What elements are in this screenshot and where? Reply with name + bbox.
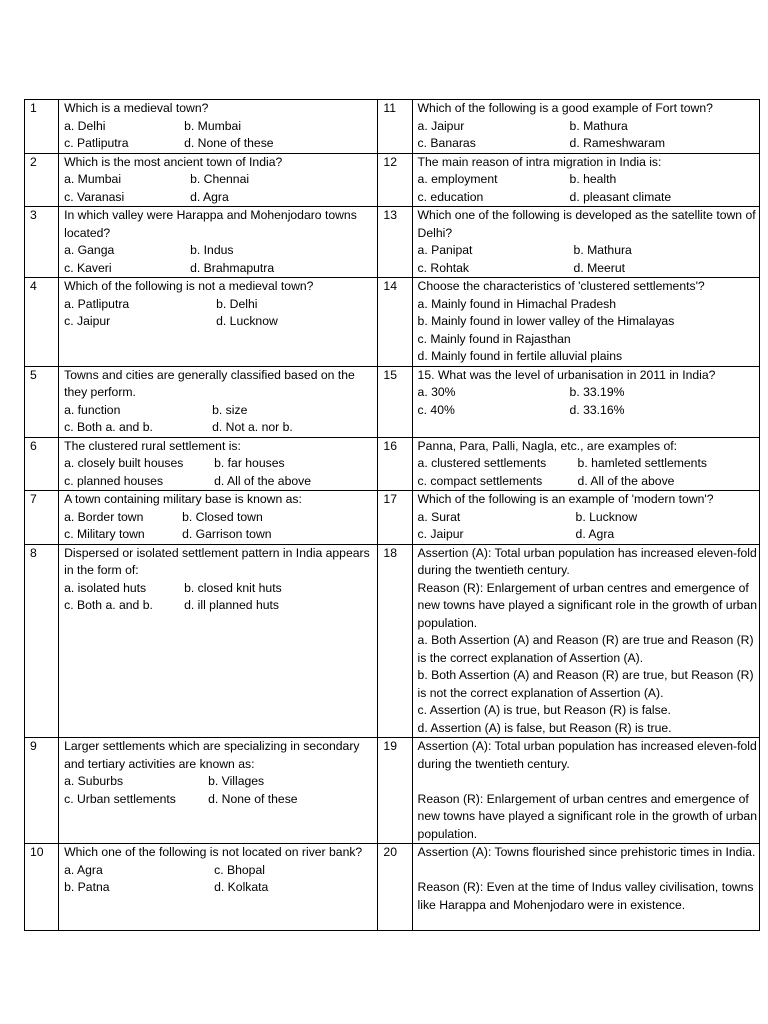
option: c. education xyxy=(417,189,484,204)
question-cell-14 xyxy=(412,278,759,367)
option: c. Jaipur xyxy=(64,314,111,328)
option-line xyxy=(418,862,757,880)
option: a. Surat xyxy=(417,509,461,524)
option-row xyxy=(64,242,375,260)
question-text: Assertion (A): Towns flourished since prehistoric times in India. xyxy=(417,845,756,859)
option: d. All of the above xyxy=(577,473,675,488)
option: a. Border town xyxy=(64,509,144,524)
question-cell-17 xyxy=(412,491,759,545)
option-row xyxy=(418,118,757,136)
table-row xyxy=(25,738,760,844)
option: c. planned houses xyxy=(64,473,164,488)
question-text: 15. What was the level of urbanisation in 2011 in India? xyxy=(417,367,716,382)
option: c. Patliputra xyxy=(64,136,129,150)
option: d. pleasant climate xyxy=(569,189,672,204)
question-text: In which valley were Harappa and Mohenjodaro towns located? xyxy=(64,208,357,240)
question-number: 1 xyxy=(25,100,59,154)
question-cell-13 xyxy=(412,207,759,278)
option: d. Meerut xyxy=(573,260,626,275)
question-text: Which is the most ancient town of India? xyxy=(64,154,283,169)
option-row xyxy=(64,791,375,809)
option: c. Military town xyxy=(64,527,145,541)
option: d. Kolkata xyxy=(214,880,269,894)
option: b. Patna xyxy=(64,880,110,894)
question-number: 15 xyxy=(378,366,412,437)
question-cell-7 xyxy=(59,491,378,545)
question-text: Which is a medieval town? xyxy=(64,101,209,115)
option: c. Rohtak xyxy=(417,260,470,275)
question-cell-12 xyxy=(412,153,759,207)
option: c. Jaipur xyxy=(417,527,464,541)
option: b. Indus xyxy=(190,243,234,257)
option: d. Rameshwaram xyxy=(569,136,666,150)
option-row xyxy=(64,509,375,527)
option-row xyxy=(64,597,375,615)
question-number: 2 xyxy=(25,153,59,207)
question-text: Which of the following is a good example of Fort town? xyxy=(417,101,713,115)
option: b. Delhi xyxy=(216,296,258,311)
question-number: 4 xyxy=(25,278,59,367)
question-cell-19 xyxy=(412,738,759,844)
option-row xyxy=(64,135,375,153)
question-text: Choose the characteristics of 'clustered settlements'? xyxy=(417,279,705,293)
option: d. Agra xyxy=(575,527,615,541)
question-number: 16 xyxy=(378,437,412,491)
table-row xyxy=(25,366,760,437)
option: b. Mathura xyxy=(573,243,632,257)
option: c. Both a. and b. xyxy=(64,420,153,434)
question-number: 19 xyxy=(378,738,412,844)
question-number: 20 xyxy=(378,844,412,931)
option: a. 30% xyxy=(417,385,456,399)
option-row xyxy=(418,260,757,278)
option: c. Varanasi xyxy=(64,189,125,204)
option: a. Patliputra xyxy=(64,296,130,311)
option-row xyxy=(64,455,375,473)
option: a. closely built houses xyxy=(64,456,184,470)
question-cell-5 xyxy=(59,366,378,437)
option: b. Closed town xyxy=(182,509,263,524)
table-row xyxy=(25,153,760,207)
option: c. compact settlements xyxy=(417,473,543,488)
table-row xyxy=(25,491,760,545)
question-cell-6 xyxy=(59,437,378,491)
option: b. closed knit huts xyxy=(184,580,282,595)
option: d. None of these xyxy=(208,791,298,806)
question-text: Assertion (A): Total urban population has increased eleven-fold during the twentieth century. xyxy=(417,739,757,771)
option: c. Kaveri xyxy=(64,260,112,275)
option: d. 33.16% xyxy=(569,402,625,417)
option: c. Urban settlements xyxy=(64,791,176,806)
question-text: Dispersed or isolated settlement pattern in India appears in the form of: xyxy=(64,545,370,577)
option: d. ill planned huts xyxy=(184,598,279,612)
question-text: Which one of the following is not located on river bank? xyxy=(64,845,363,859)
option: a. Suburbs xyxy=(64,774,124,788)
option: d. All of the above xyxy=(214,473,312,488)
option-row xyxy=(418,135,757,153)
question-number: 17 xyxy=(378,491,412,545)
question-number: 9 xyxy=(25,738,59,844)
option-row xyxy=(64,580,375,598)
question-cell-1 xyxy=(59,100,378,154)
option-line: b. Mainly found in lower valley of the Himalayas xyxy=(417,314,675,328)
question-text: The main reason of intra migration in India is: xyxy=(417,154,662,169)
option-row xyxy=(64,473,375,491)
table-row xyxy=(25,100,760,154)
option: b. Mumbai xyxy=(184,118,242,133)
option-line xyxy=(418,773,757,791)
option-row xyxy=(418,189,757,207)
option: c. Banaras xyxy=(417,136,476,150)
option: b. far houses xyxy=(214,456,285,470)
option-row xyxy=(64,526,375,544)
question-cell-16 xyxy=(412,437,759,491)
question-number: 14 xyxy=(378,278,412,367)
question-cell-10 xyxy=(59,844,378,931)
option-line: c. Assertion (A) is true, but Reason (R) is false. xyxy=(417,703,671,717)
option: a. Ganga xyxy=(64,243,115,257)
question-cell-3 xyxy=(59,207,378,278)
option-row xyxy=(64,313,375,331)
option: d. Garrison town xyxy=(182,527,272,541)
option: d. Lucknow xyxy=(216,314,278,328)
question-text: Larger settlements which are specializing in secondary and tertiary activities are known as: xyxy=(64,739,360,771)
option: a. Agra xyxy=(64,862,103,877)
option-row xyxy=(418,402,757,420)
question-cell-20 xyxy=(412,844,759,931)
option: b. 33.19% xyxy=(569,385,625,399)
table-row xyxy=(25,207,760,278)
option-line: Reason (R): Enlargement of urban centres and emergence of new towns have played a significant role in the growth of urban population. xyxy=(417,580,757,630)
option-row xyxy=(64,879,375,897)
question-number: 6 xyxy=(25,437,59,491)
option: b. Chennai xyxy=(190,172,250,186)
option-row xyxy=(64,189,375,207)
table-row xyxy=(25,278,760,367)
table-row xyxy=(25,844,760,931)
option: a. Panipat xyxy=(417,243,473,257)
option-row xyxy=(64,296,375,314)
question-text: Towns and cities are generally classified based on the they perform. xyxy=(64,367,355,399)
option-row xyxy=(418,384,757,402)
question-text: Which of the following is an example of 'modern town'? xyxy=(417,492,714,506)
option: c. Bhopal xyxy=(214,862,265,877)
question-cell-2 xyxy=(59,153,378,207)
option-row xyxy=(418,526,757,544)
question-cell-8 xyxy=(59,544,378,738)
question-cell-11 xyxy=(412,100,759,154)
option-line: Reason (R): Even at the time of Indus valley civilisation, towns like Harappa and Mohenjodaro were in existence. xyxy=(417,880,754,912)
option: b. hamleted settlements xyxy=(577,456,707,470)
option-row xyxy=(64,171,375,189)
option: a. Delhi xyxy=(64,118,106,133)
question-text: Which of the following is not a medieval town? xyxy=(64,279,314,293)
option-line: d. Assertion (A) is false, but Reason (R) is true. xyxy=(417,720,672,735)
option-row xyxy=(64,773,375,791)
option-line: b. Both Assertion (A) and Reason (R) are true, but Reason (R) is not the correct explanation of Assertion (A). xyxy=(417,668,754,700)
option-row xyxy=(418,473,757,491)
option: b. size xyxy=(212,402,248,417)
option: b. Lucknow xyxy=(575,509,638,524)
option-line: d. Mainly found in fertile alluvial plains xyxy=(417,349,623,363)
question-table xyxy=(24,99,760,931)
table-row xyxy=(25,437,760,491)
option-row xyxy=(418,242,757,260)
question-number: 11 xyxy=(378,100,412,154)
question-cell-18 xyxy=(412,544,759,738)
option: c. Both a. and b. xyxy=(64,598,153,612)
option-row xyxy=(64,862,375,880)
option-row xyxy=(418,509,757,527)
option-line: Reason (R): Enlargement of urban centres and emergence of new towns have played a significant role in the growth of urban population. xyxy=(417,791,757,841)
question-cell-15 xyxy=(412,366,759,437)
table-row xyxy=(25,544,760,738)
question-text: A town containing military base is known as: xyxy=(64,492,302,506)
option: a. function xyxy=(64,402,121,417)
question-cell-9 xyxy=(59,738,378,844)
option: a. isolated huts xyxy=(64,580,147,595)
option: b. Villages xyxy=(208,774,265,788)
question-text: Panna, Para, Palli, Nagla, etc., are examples of: xyxy=(417,438,678,453)
question-number: 3 xyxy=(25,207,59,278)
question-number: 12 xyxy=(378,153,412,207)
question-number: 7 xyxy=(25,491,59,545)
question-number: 13 xyxy=(378,207,412,278)
option-row xyxy=(64,419,375,437)
option-row xyxy=(418,455,757,473)
option: d. Not a. nor b. xyxy=(212,420,293,434)
question-text: Which one of the following is developed as the satellite town of Delhi? xyxy=(417,208,756,240)
option-row xyxy=(64,118,375,136)
option: a. Jaipur xyxy=(417,118,465,133)
option: d. Agra xyxy=(190,189,229,204)
question-text: The clustered rural settlement is: xyxy=(64,438,241,453)
question-table-body xyxy=(25,100,760,931)
option-row xyxy=(64,402,375,420)
option: b. Mathura xyxy=(569,118,628,133)
option: a. Mumbai xyxy=(64,172,122,186)
question-number: 8 xyxy=(25,544,59,738)
question-number: 18 xyxy=(378,544,412,738)
option-line: a. Both Assertion (A) and Reason (R) are true and Reason (R) is the correct explanation of Assertion (A). xyxy=(417,633,754,665)
question-number: 5 xyxy=(25,366,59,437)
question-number: 10 xyxy=(25,844,59,931)
option-line: c. Mainly found in Rajasthan xyxy=(417,331,571,346)
option: a. clustered settlements xyxy=(417,456,547,470)
option-row xyxy=(64,260,375,278)
option: d. Brahmaputra xyxy=(190,260,275,275)
option: c. 40% xyxy=(417,402,455,417)
question-cell-4 xyxy=(59,278,378,367)
question-text: Assertion (A): Total urban population has increased eleven-fold during the twentieth century. xyxy=(417,545,757,577)
option-row xyxy=(418,171,757,189)
option: a. employment xyxy=(417,172,498,186)
option: b. health xyxy=(569,172,617,186)
option-line: a. Mainly found in Himachal Pradesh xyxy=(417,296,617,311)
option: d. None of these xyxy=(184,136,274,150)
